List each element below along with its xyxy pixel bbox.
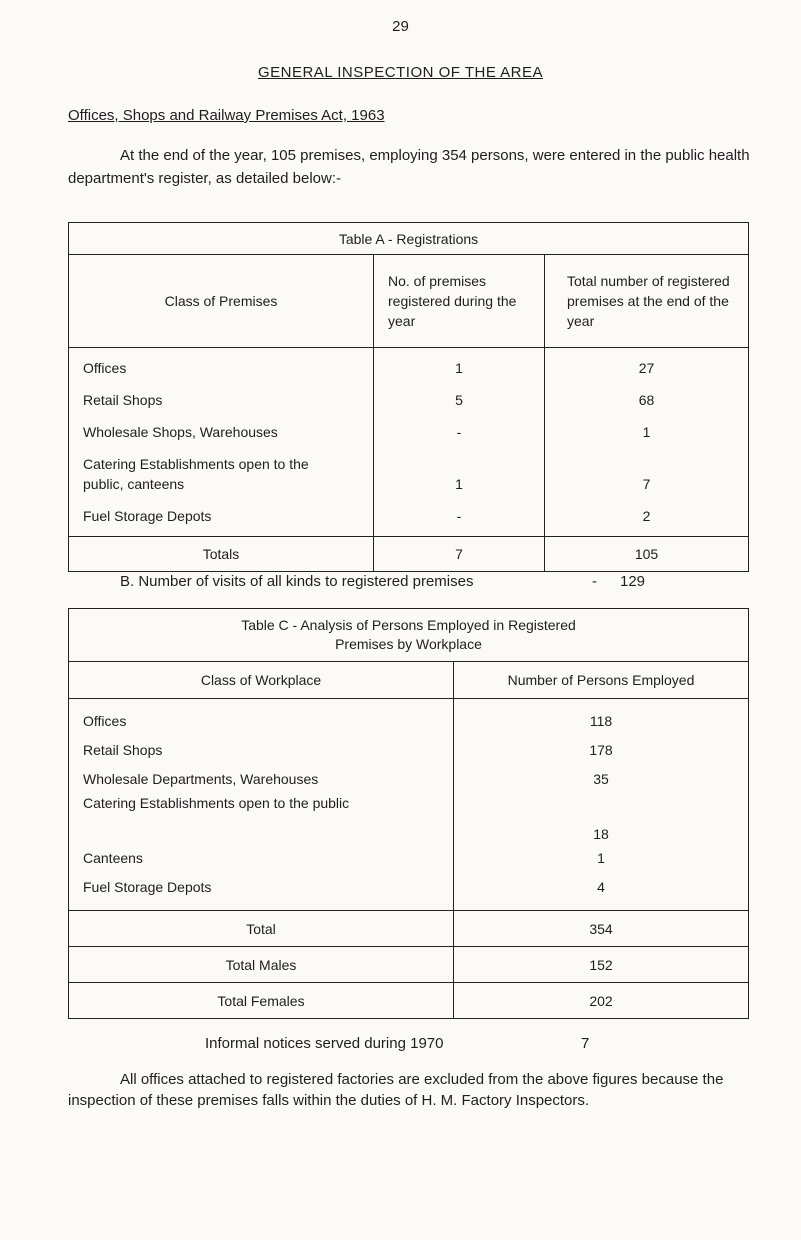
table-a-total-column: [545, 348, 749, 537]
table-cell: -: [456, 424, 462, 440]
notices-label: Informal notices served during 1970: [205, 1035, 444, 1052]
table-cell: 7: [642, 476, 651, 492]
table-a-totals-label: Totals: [69, 537, 374, 572]
table-a-registrations: [68, 222, 749, 572]
visits-dash: -: [592, 573, 597, 590]
table-c-header-class: Class of Workplace: [69, 662, 454, 699]
table-a-header-total: Total number of registered premises at the end of the year: [545, 255, 749, 348]
footer-paragraph: [68, 1069, 758, 1111]
table-row: Catering Establishments open to the public, canteens: [83, 456, 309, 492]
table-c-title-line2: Premises by Workplace: [335, 636, 482, 652]
visits-value: 129: [620, 573, 646, 590]
table-cell: 35: [593, 771, 609, 787]
table-row: Fuel Storage Depots: [83, 879, 212, 895]
table-cell: 27: [638, 360, 655, 376]
table-c-class-column: [69, 699, 454, 911]
table-a-header-class: Class of Premises: [69, 255, 374, 348]
visits-line: [120, 573, 646, 590]
visits-label: B. Number of visits of all kinds to registered premises: [120, 573, 474, 590]
table-cell: 5: [455, 392, 463, 408]
table-a-totals-registered: 7: [374, 537, 545, 572]
table-cell: 68: [638, 392, 655, 408]
page-heading: [0, 64, 801, 81]
table-c-total-label: Total: [69, 911, 454, 947]
intro-paragraph: [68, 144, 758, 190]
table-cell: 2: [642, 508, 651, 524]
table-c-header-employed: Number of Persons Employed: [454, 662, 749, 699]
table-row: Wholesale Departments, Warehouses: [83, 771, 319, 787]
table-cell: 1: [597, 850, 605, 866]
section-subheading: Offices, Shops and Railway Premises Act, 1963: [68, 107, 385, 124]
table-cell: 1: [642, 424, 651, 440]
table-cell: 1: [455, 476, 463, 492]
table-a-class-column: [69, 348, 374, 537]
table-a-totals-total: 105: [545, 537, 749, 572]
table-c-title-line1: Table C - Analysis of Persons Employed in Registered: [241, 617, 576, 633]
table-row: Canteens: [83, 850, 143, 866]
table-cell: 1: [455, 360, 463, 376]
notices-line: [205, 1035, 590, 1052]
table-row: Retail Shops: [83, 742, 163, 758]
page-number: 29: [392, 18, 409, 35]
table-cell: 4: [597, 879, 605, 895]
table-c-employed-column: [454, 699, 749, 911]
table-cell: 178: [589, 742, 613, 758]
table-row: Offices: [83, 360, 127, 376]
notices-value: 7: [581, 1035, 590, 1052]
table-a-registered-column: [374, 348, 545, 537]
table-c-females-value: 202: [454, 983, 749, 1019]
page-heading-text: GENERAL INSPECTION OF THE AREA: [257, 64, 544, 81]
table-a-header-registered: No. of premises registered during the year: [374, 255, 545, 348]
table-c-persons-employed: [68, 608, 749, 1019]
intro-text: At the end of the year, 105 premises, employing 354 persons, were entered in the public health department's register, as detailed below:-: [68, 147, 750, 187]
table-row: Offices: [83, 713, 127, 729]
table-row: Catering Establishments open to the public: [83, 795, 350, 811]
table-cell: -: [456, 508, 462, 524]
table-a-title: Table A - Registrations: [69, 223, 749, 255]
table-c-males-label: Total Males: [69, 947, 454, 983]
table-c-title: [69, 609, 749, 662]
table-row: Fuel Storage Depots: [83, 508, 212, 524]
table-c-total-value: 354: [454, 911, 749, 947]
footer-text: All offices attached to registered factories are excluded from the above figures because the inspection of these premises falls within the duties of H. M. Factory Inspectors.: [68, 1071, 724, 1109]
table-row: Retail Shops: [83, 392, 163, 408]
table-c-females-label: Total Females: [69, 983, 454, 1019]
table-row: Wholesale Shops, Warehouses: [83, 424, 278, 440]
table-c-males-value: 152: [454, 947, 749, 983]
table-cell: 118: [589, 713, 613, 729]
table-cell: 18: [593, 826, 609, 842]
